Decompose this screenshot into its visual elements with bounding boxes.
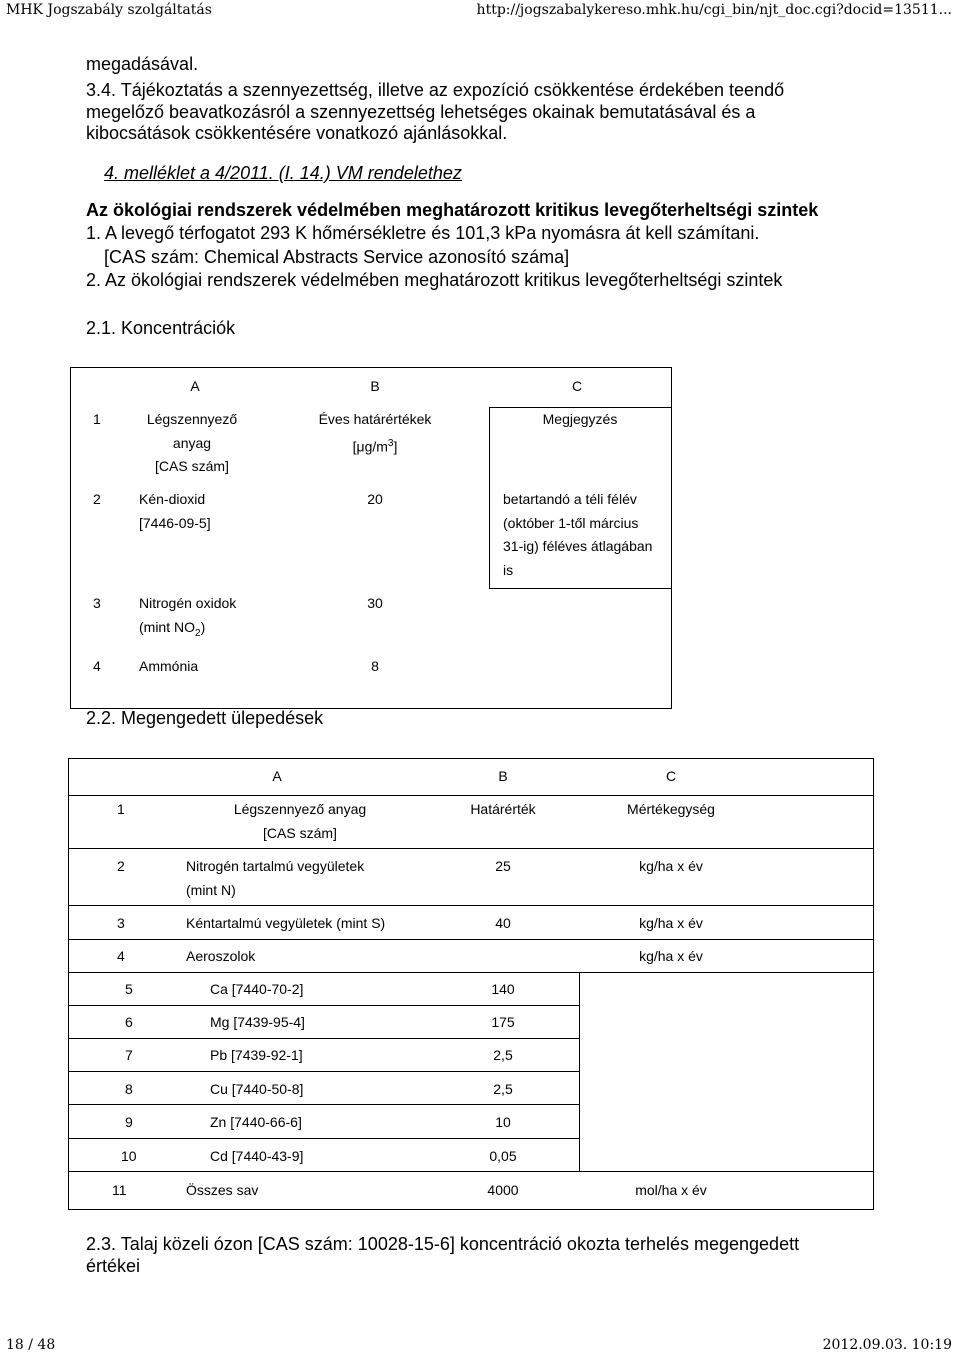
table2-row10-col-a: Cd [7440-43-9]	[210, 1148, 304, 1164]
table2-row10-col-b: 0,05	[489, 1148, 517, 1164]
table2-row7-col-b: 2,5	[493, 1047, 513, 1063]
annex-title[interactable]: 4. melléklet a 4/2011. (I. 14.) VM rendelethez	[104, 163, 462, 183]
paragraph-3-4-line1: 3.4. Tájékoztatás a szennyezettség, illetve az expozíció csökkentése érdekében teendő	[86, 80, 785, 100]
table1-row2-c-line3: 31-ig) féléves átlagában	[503, 538, 653, 554]
table2-row4-col-a: Aeroszolok	[186, 948, 256, 964]
table2-row3-col-c: kg/ha x év	[639, 915, 703, 931]
t2-line-5	[69, 972, 873, 973]
table2-row1-col-b: Határérték	[470, 801, 536, 817]
header-url[interactable]: http://jogszabalykereso.mhk.hu/cgi_bin/njt_doc.cgi?docid=13511...	[476, 2, 952, 18]
table1-row3-col-b: 30	[367, 595, 383, 611]
table1-row2-a-line1: Kén-dioxid	[139, 491, 206, 507]
table2-row2-col-c: kg/ha x év	[639, 858, 703, 874]
table1-row2-col-b: 20	[367, 491, 383, 507]
table2-row11-num: 11	[112, 1182, 127, 1198]
footer-page-number: 18 / 48	[6, 1337, 56, 1353]
table2-header-a: A	[272, 768, 282, 784]
item-2: 2. Az ökológiai rendszerek védelmében meghatározott kritikus levegőterheltségi szintek	[86, 270, 783, 290]
table2-row11-col-c: mol/ha x év	[635, 1182, 707, 1198]
table2-row1-a-line1: Légszennyező anyag	[233, 801, 367, 817]
t2-vline	[579, 972, 580, 1171]
table1-header-b: B	[370, 378, 380, 394]
table2-row5-col-a: Ca [7440-70-2]	[210, 981, 304, 997]
table2-row6-col-b: 175	[491, 1014, 515, 1030]
section-2-3-line1: 2.3. Talaj közeli ózon [CAS szám: 10028-15-6] koncentráció okozta terhelés megengedett	[86, 1234, 800, 1254]
paragraph-3-4	[86, 80, 876, 145]
t2-line-11	[69, 1171, 873, 1172]
table2-row3-num: 3	[117, 915, 125, 931]
table1-row3-col-a	[139, 592, 236, 645]
t2-line-10	[69, 1138, 579, 1139]
paragraph-3-4-line2: megelőző beavatkozásról a szennyezettség lehetséges okainak bemutatásával és a	[86, 101, 756, 122]
table2-row8-num: 8	[125, 1081, 133, 1097]
table2-row8-col-b: 2,5	[493, 1081, 513, 1097]
bold-title: Az ökológiai rendszerek védelmében meghatározott kritikus levegőterheltségi szintek	[86, 200, 819, 220]
t2-line-4	[69, 939, 873, 940]
table2-row11-col-a: Összes sav	[186, 1182, 259, 1198]
table1-row3-a-line1: Nitrogén oxidok	[139, 595, 237, 611]
t2-line-8	[69, 1071, 579, 1072]
table2-row7-num: 7	[125, 1047, 133, 1063]
table2-row1-num: 1	[117, 801, 125, 817]
table2-row6-col-a: Mg [7439-95-4]	[210, 1014, 305, 1030]
table2-header-c: C	[665, 768, 677, 784]
table2-row9-num: 9	[125, 1114, 133, 1130]
table2-row6-num: 6	[125, 1014, 133, 1030]
table1-divider	[489, 407, 490, 589]
table1-row1-b-unit: $[\mu g/m^3]$	[352, 437, 398, 455]
table2-row4-num: 4	[117, 948, 125, 964]
table1-row1-num: 1	[93, 411, 101, 427]
footer-datetime: 2012.09.03. 10:19	[822, 1337, 952, 1353]
table2-row2-col-b: 25	[495, 858, 511, 874]
text-megadasaval: megadásával.	[86, 54, 199, 74]
cas-note: [CAS szám: Chemical Abstracts Service azonosító száma]	[104, 247, 570, 267]
table1-divider-bottom	[489, 588, 672, 589]
table1-row2-c-line4: is	[503, 561, 514, 578]
table2-row3-col-b: 40	[495, 915, 511, 931]
t2-line-2	[69, 848, 873, 849]
table2-row1-col-c: Mértékegység	[627, 801, 715, 817]
table1-row1-col-a	[132, 408, 252, 479]
section-2-1: 2.1. Koncentrációk	[86, 318, 236, 338]
table2-row2-a-line1: Nitrogén tartalmú vegyületek	[186, 858, 365, 874]
header-site-title: MHK Jogszabály szolgáltatás	[6, 2, 212, 18]
table2-row8-col-a: Cu [7440-50-8]	[210, 1081, 304, 1097]
table1-row2-c-line1: betartandó a téli félév	[503, 491, 637, 507]
table2-row9-col-a: Zn [7440-66-6]	[210, 1114, 302, 1130]
table2-row10-num: 10	[121, 1148, 137, 1164]
table2-row3-col-a: Kéntartalmú vegyületek (mint S)	[186, 915, 386, 931]
table1-row1-a-line3: [CAS szám]	[155, 458, 229, 474]
section-2-3	[86, 1234, 876, 1277]
table2-row1-a-line2: [CAS szám]	[263, 824, 337, 841]
t2-line-6	[69, 1005, 579, 1006]
table1-row2-col-c	[503, 488, 661, 582]
table1-row2-num: 2	[93, 491, 101, 507]
table2-row9-col-b: 10	[495, 1114, 511, 1130]
table1-row4-col-b: 8	[371, 658, 379, 674]
table2-row4-col-c: kg/ha x év	[639, 948, 703, 964]
table1-row3-a-line2: (mint $NO_2$)	[139, 618, 206, 639]
table2-row5-col-b: 140	[491, 981, 515, 997]
table1-header-a: A	[190, 378, 200, 394]
table2-row2-num: 2	[117, 858, 125, 874]
table2-row7-col-a: Pb [7439-92-1]	[210, 1047, 303, 1063]
item-1: 1. A levegő térfogatot 293 K hőmérsékletre és 101,3 kPa nyomásra át kell számítani.	[86, 223, 760, 243]
table2-row5-num: 5	[125, 981, 133, 997]
t2-line-1	[69, 795, 873, 796]
table1-row1-a-line1: Légszennyező	[146, 411, 238, 427]
paragraph-3-4-line3: kibocsátások csökkentésére vonatkozó ajánlásokkal.	[86, 123, 508, 143]
table1-row1-col-b	[300, 408, 450, 459]
section-2-3-line2: értékei	[86, 1255, 141, 1276]
table1-row2-col-a	[139, 488, 211, 535]
table2-header-b: B	[498, 768, 508, 784]
table1-row1-a-line2: anyag	[172, 434, 212, 451]
table1-row1-col-c: Megjegyzés	[542, 411, 618, 427]
table1-row2-c-line2: (október 1-től március	[503, 514, 639, 531]
table2-row2-col-a	[186, 855, 364, 902]
table2-row11-col-b: 4000	[487, 1182, 519, 1198]
table1-row3-num: 3	[93, 595, 101, 611]
t2-line-9	[69, 1104, 579, 1105]
table1-header-c: C	[571, 378, 583, 394]
section-2-2: 2.2. Megengedett ülepedések	[86, 708, 324, 728]
table2-row2-a-line2: (mint N)	[186, 881, 236, 898]
table2-row1-col-a	[210, 798, 390, 845]
t2-line-3	[69, 905, 873, 906]
t2-line-7	[69, 1038, 579, 1039]
table1-row4-col-a: Ammónia	[139, 658, 199, 674]
table1-row1-b-line1: Éves határértékek	[318, 411, 432, 427]
table1-row2-a-line2: [7446-09-5]	[139, 514, 211, 531]
table1-row4-num: 4	[93, 658, 101, 674]
